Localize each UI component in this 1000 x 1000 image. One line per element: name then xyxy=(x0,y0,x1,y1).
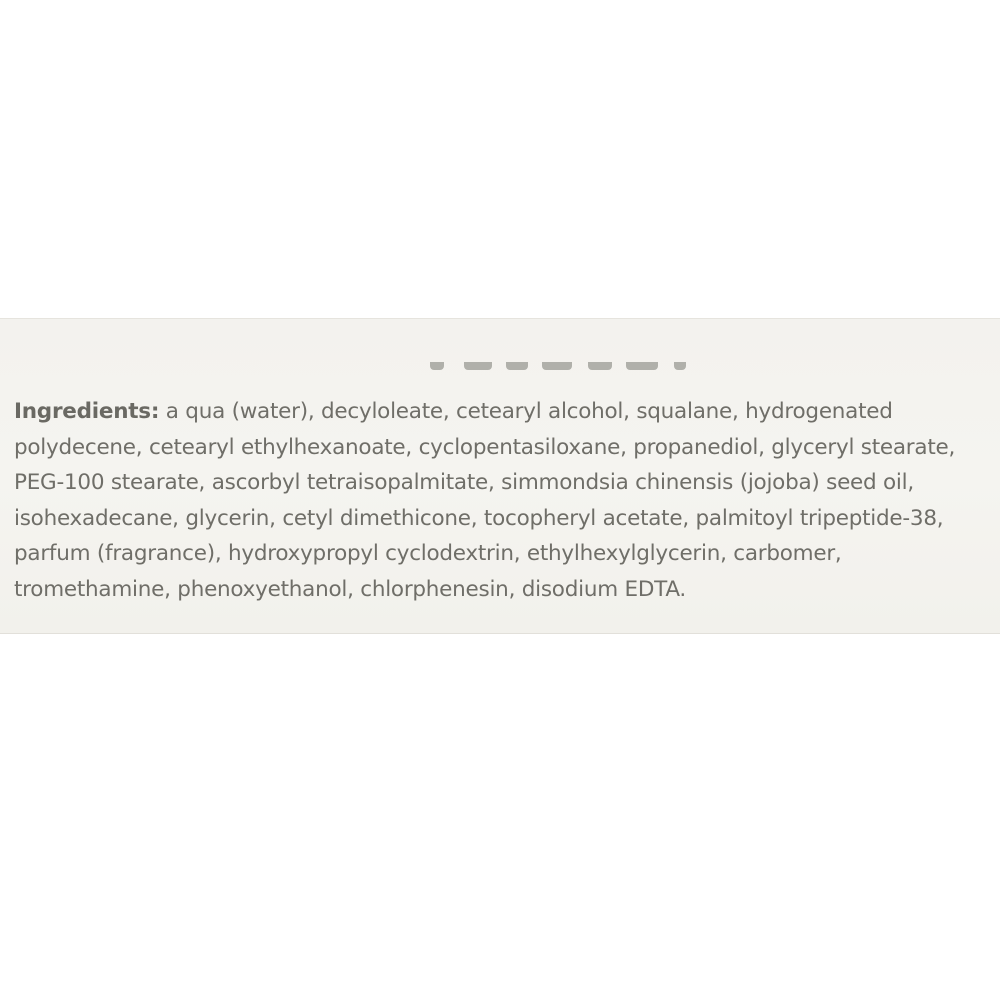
cropped-text-line xyxy=(430,352,690,370)
ingredients-list xyxy=(14,394,994,607)
ingredients-heading: Ingredients: xyxy=(14,399,160,424)
ingredients-text: a qua (water), decyloleate, cetearyl alcohol, squalane, hydrogenated polydecene, cetearyl ethylhexanoate, cyclopentasiloxane, propanediol, glyceryl stearate, PEG-100 stearate, ascorbyl tetraisopalmitate, simmondsia chinensis (jojoba) seed oil, isohexadecane, glycerin, cetyl dimethicone, tocopheryl acetate, palmitoyl tripeptide-38, parfum (fragrance), hydroxypropyl cyclodextrin, ethylhexylglycerin, carbomer, tromethamine, phenoxyethanol, chlorphenesin, disodium EDTA. xyxy=(14,399,956,602)
